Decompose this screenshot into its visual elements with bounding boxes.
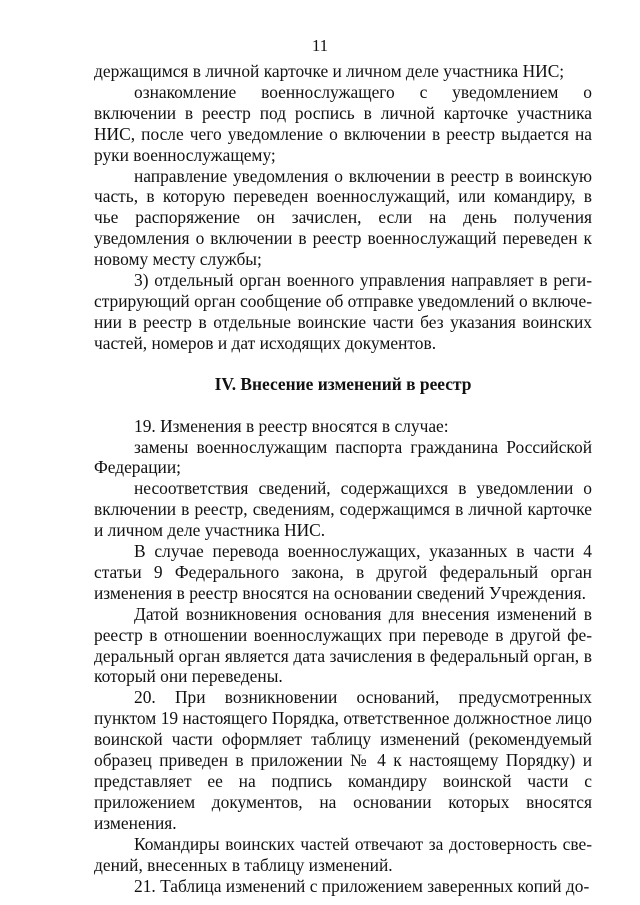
paragraph-clause-19: 19. Изменения в реестр вносятся в случае: (134, 415, 449, 436)
paragraph-familiarization: ознакомление военнослужащего с уведомлением о включении в реестр под роспись в личной карточке участника НИС, после чего уведомление о включении в реестр выдается на руки военнослужащему; (94, 81, 592, 165)
page-number: 11 (311, 36, 329, 55)
paragraph-basis-date: Датой возникновения основания для внесения изменений в реестр в отношении военнослужащих при переводе в другой федеральный орган является дата зачисления в федеральный орган, в который они переведены. (94, 603, 592, 687)
paragraph-commanders-responsibility: Командиры воинских частей отвечают за достоверность сведений, внесенных в таблицу изменений. (94, 833, 592, 875)
paragraph-passport-replacement: замены военнослужащим паспорта гражданина Российской Федерации; (94, 436, 592, 478)
paragraph-clause-21: 21. Таблица изменений с приложением заверенных копий до- (134, 875, 590, 896)
section-heading: IV. Внесение изменений в реестр (214, 373, 472, 394)
paragraph-data-mismatch: несоответствия сведений, содержащихся в уведомлении о включении в реестр, сведениям, содержащимся в личной карточке и личном деле участника НИС. (94, 478, 592, 541)
document-body (94, 61, 592, 896)
paragraph-item-3: 3) отдельный орган военного управления направляет в регистрирующий орган сообщение об отправке уведомлений о включении в реестр в отдельные воинские части без указания воинских частей, номеров и дат исходящих документов. (94, 270, 592, 353)
paragraph-clause-20: 20. При возникновении оснований, предусмотренных пунктом 19 настоящего Порядка, ответственное должностное лицо воинской части оформляет таблицу изменений (рекомендуемый образец приведен в приложении № 4 к настоящему Порядку) и представляет ее на подпись командиру воинской части с приложением документов, на основании которых вносятся изменения. (94, 687, 592, 833)
paragraph-sending-notice: направление уведомления о включении в реестр в воинскую часть, в которую переведен военнослужащий, или командиру, в чье распоряжение он зачислен, если на день получения уведомления о включении в реестр военнослужащий переведен к новому месту службы; (94, 165, 592, 270)
paragraph-continuation: держащимся в личной карточке и личном деле участника НИС; (94, 61, 565, 81)
paragraph-transfer-case: В случае перевода военнослужащих, указанных в части 4 статьи 9 Федерального закона, в другой федеральный орган изменения в реестр вносятся на основании сведений Учреждения. (94, 541, 592, 603)
